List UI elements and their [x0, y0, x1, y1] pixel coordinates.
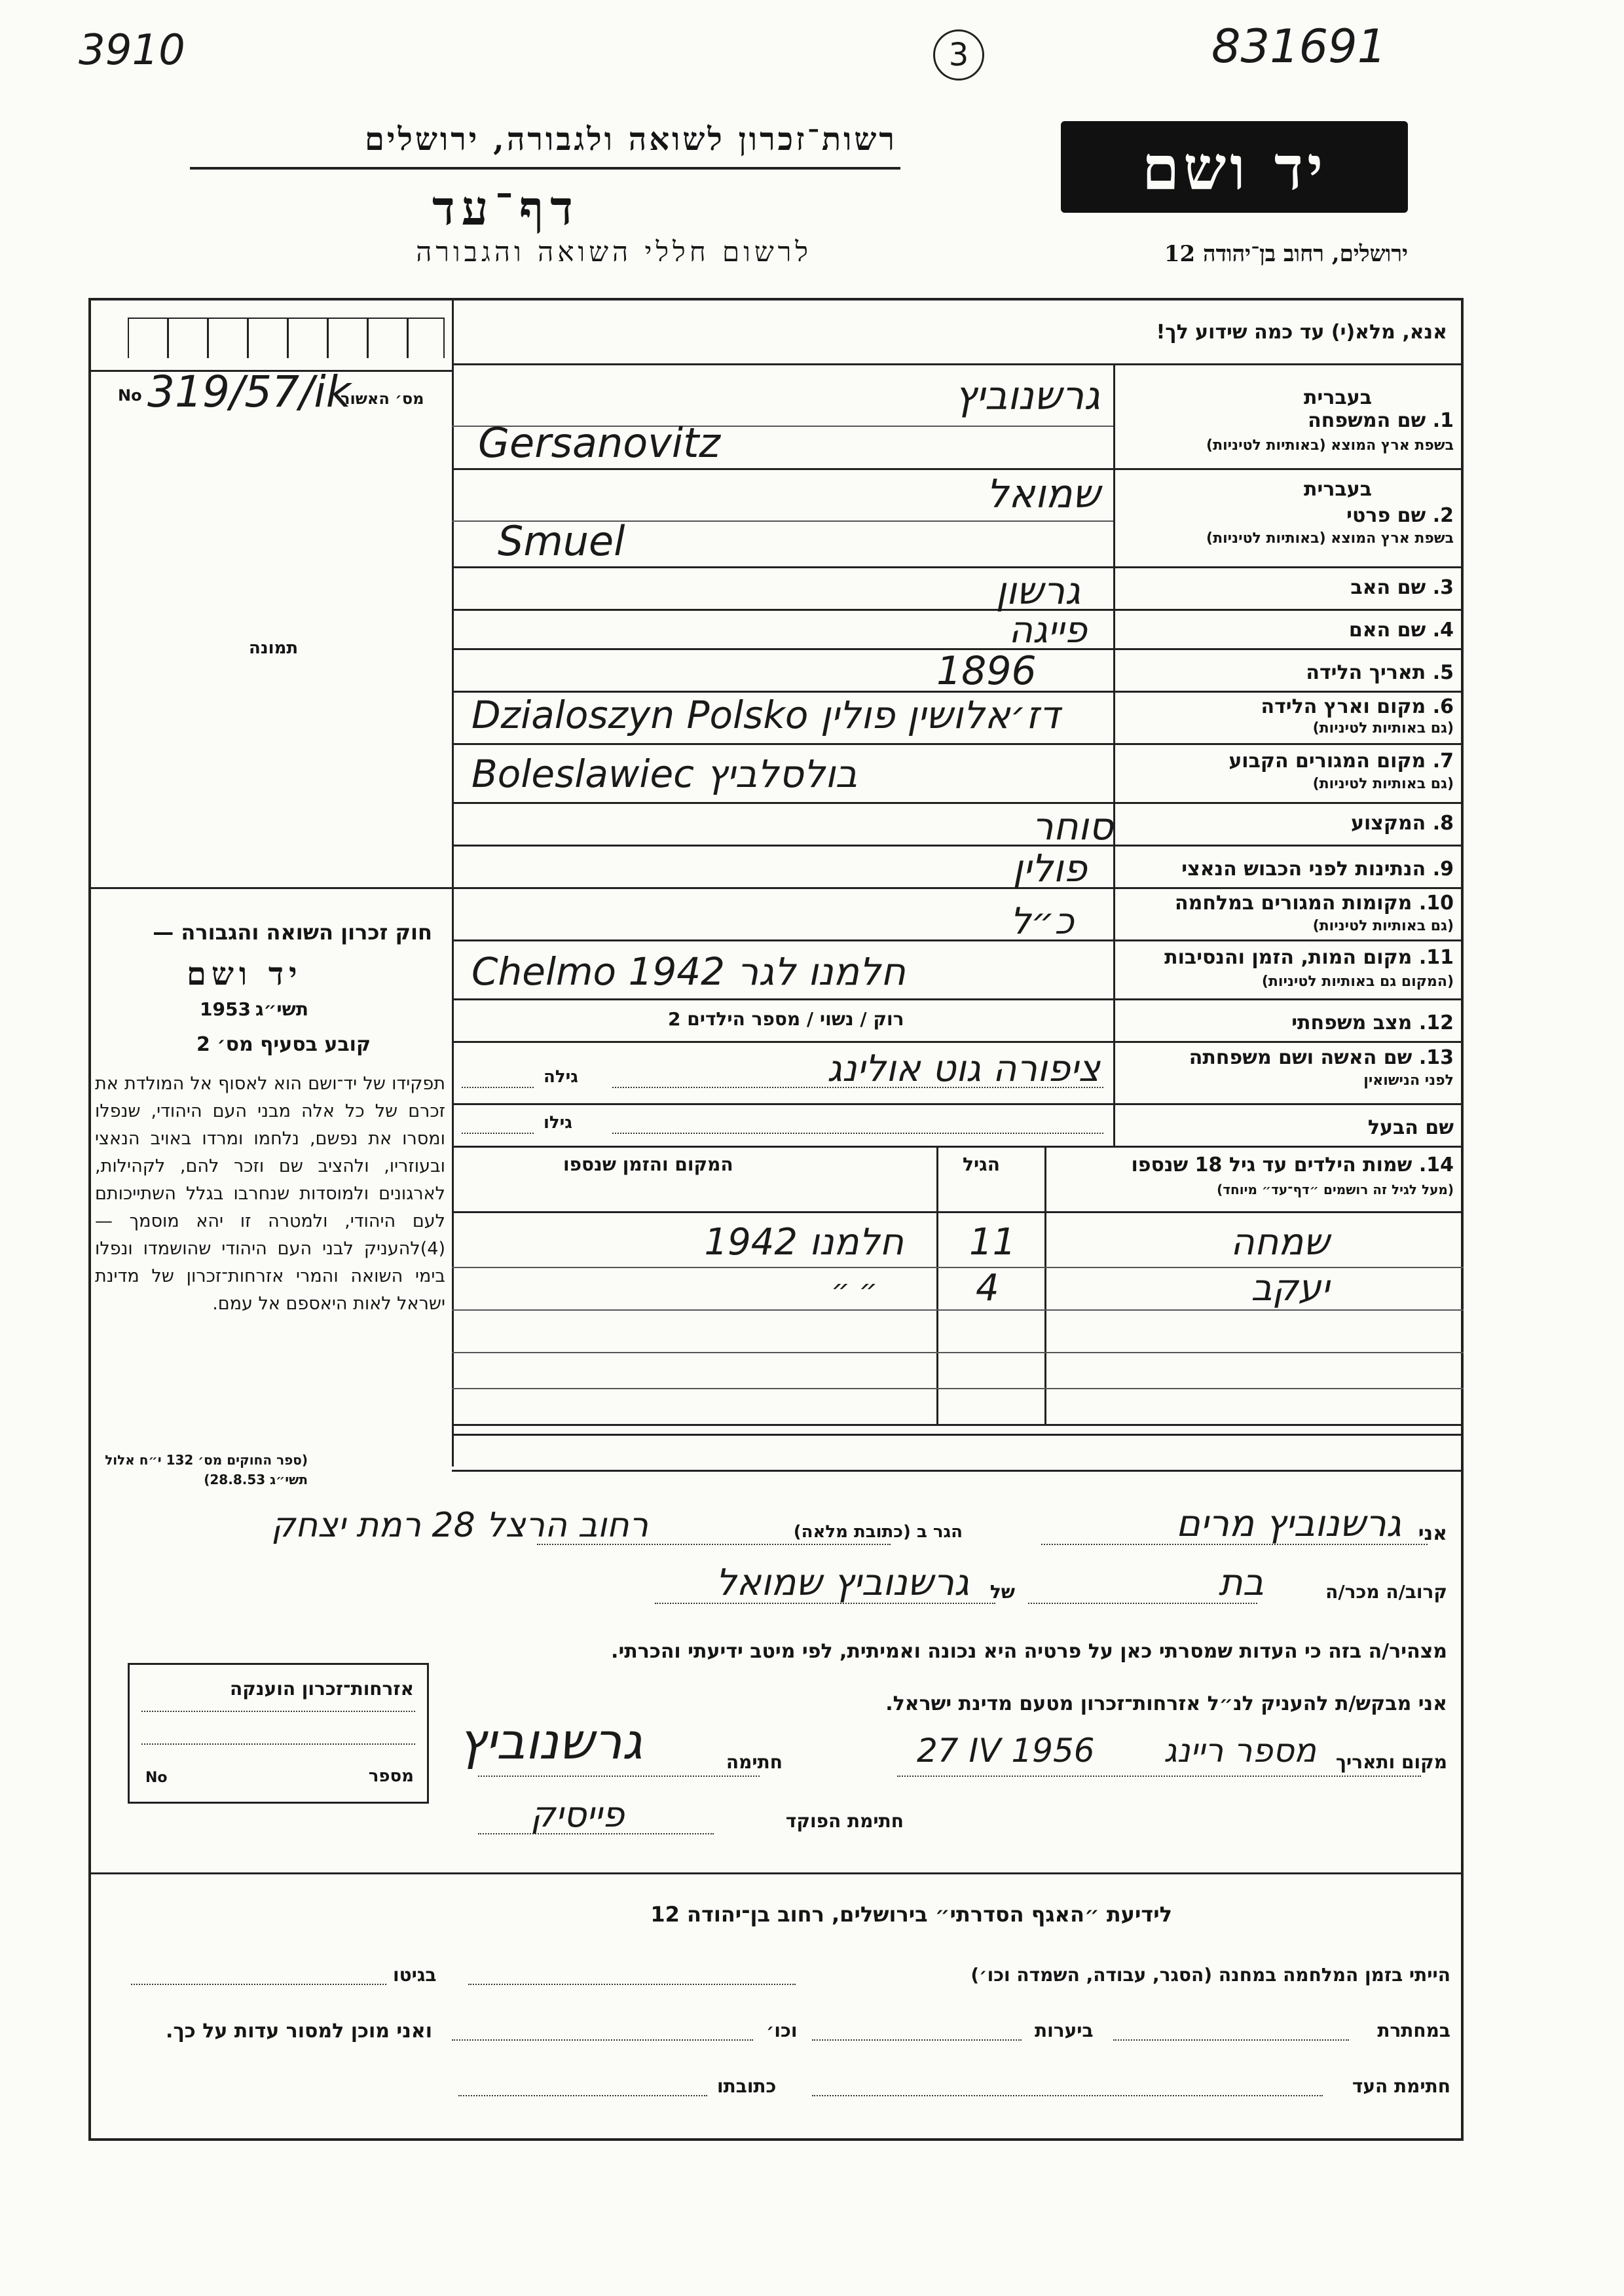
bottom-line2-b: ביערות — [1035, 2020, 1094, 2041]
citizenship-box-line — [141, 1743, 415, 1745]
column-divider-labels — [1113, 363, 1115, 1146]
law-logo: יד ושם — [187, 956, 303, 993]
resident-label: הגר ב (כתובת מלאה) — [793, 1522, 963, 1542]
approval-number: 319/57/ik — [147, 367, 351, 417]
row-rule — [88, 887, 1464, 889]
hebrew-tag: בעברית — [1304, 386, 1372, 409]
field-8-num: 8. — [1432, 812, 1454, 835]
field-11-value: Chelmo 1942 חלמנו לגר — [471, 949, 906, 994]
citizenship-box-title: אזרחות־זכרון הוענקה — [230, 1678, 414, 1700]
field-13-num: 13. — [1418, 1046, 1454, 1069]
children-row-rule — [452, 1352, 1464, 1353]
children-col-place: המקום והזמן שנספו — [563, 1154, 733, 1175]
row-rule — [452, 1103, 1464, 1105]
law-clause: קובע בסעיף מס׳ 2 — [196, 1033, 371, 1056]
hebrew-tag: בעברית — [1304, 478, 1372, 501]
citizenship-box-line — [141, 1711, 415, 1712]
field-11-text: מקום המות, הזמן והנסיבות — [1164, 946, 1412, 969]
of-label: של — [989, 1581, 1015, 1603]
field-1-sub: בשפת ארץ המוצא (באותיות לטיניות) — [1206, 437, 1454, 454]
statement-2: אני מבקש/ת להעניק לנ״ל אזרחות־זכרון מטעם מדינת ישראל. — [885, 1692, 1447, 1715]
bottom-line1-b: בגיטו — [393, 1964, 437, 1986]
children-row-rule — [452, 1388, 1464, 1389]
citizenship-number-mark: No — [145, 1770, 168, 1786]
law-year: 1953 — [200, 998, 251, 1020]
field-12-num: 12. — [1418, 1011, 1454, 1034]
children-col-name-divider — [1044, 1146, 1046, 1424]
column-divider-mid — [452, 1146, 454, 1467]
field-12-value: רוק / נשוי / מספר הילדים 2 — [668, 1008, 904, 1030]
of-whom-value: גרשנוביץ שמואל — [715, 1561, 969, 1604]
field-1-value-latin: Gersanovitz — [478, 419, 720, 467]
header-rule — [190, 167, 900, 170]
officer-line — [478, 1833, 714, 1834]
bottom-line2-fill-b — [812, 2039, 1022, 2041]
field-11-num: 11. — [1418, 946, 1454, 969]
child-1-name: שמחה — [1230, 1221, 1329, 1264]
of-whom-line — [655, 1603, 995, 1604]
field-2-value-he: שמואל — [986, 471, 1100, 517]
children-col-age-divider — [936, 1146, 938, 1424]
header-address: ירושלים, רחוב בן־יהודה 12 — [1164, 241, 1408, 267]
field-4-label — [1349, 619, 1454, 642]
note-bottom-rule — [452, 1470, 1464, 1472]
field-3-label — [1350, 576, 1454, 599]
field-6-text: מקום וארץ הלידה — [1261, 695, 1426, 718]
officer-signature: פייסיק — [530, 1794, 625, 1835]
row-rule — [452, 998, 1464, 1000]
children-row-rule — [452, 1309, 1464, 1311]
wife-age-label: גילה — [544, 1067, 578, 1087]
field-10-num: 10. — [1418, 892, 1454, 915]
child-2-age: 4 — [976, 1267, 999, 1309]
child-1-place: חלמנו 1942 — [704, 1221, 904, 1264]
children-sub: (מעל לגיל זה רושמים ״דף־עד״ מיוחד) — [1217, 1182, 1454, 1197]
instruction-rule — [452, 363, 1464, 365]
children-bottom-rule — [452, 1424, 1464, 1426]
form-title: דף־עד — [432, 180, 580, 236]
bottom-section-rule — [88, 1872, 1464, 1874]
law-title: חוק זכרון השואה והגבורה — — [153, 920, 432, 945]
statement-1: מצהיר/ה בזה כי העדות שמסרתי כאן על פרטיה היא נכונה ואמיתית, לפי מיטב ידיעתי והכרתי. — [611, 1640, 1447, 1663]
field-5-label — [1306, 661, 1454, 684]
field-3-num: 3. — [1432, 576, 1454, 599]
approval-no-mark: No — [118, 386, 142, 405]
field-9-label — [1181, 858, 1454, 881]
field-1-num: 1. — [1432, 409, 1454, 432]
bottom-line2-d: ואני מוכן למסור עדות על כך. — [166, 2020, 432, 2043]
bottom-line1-a: הייתי בזמן המלחמה במחנה (הסגר, עבודה, השמדה וכו׳) — [970, 1964, 1450, 1986]
bottom-line3-fill-a — [812, 2095, 1323, 2096]
archive-number-handwritten: 3910 — [79, 26, 185, 75]
bottom-line2-c: וכו׳ — [766, 2020, 798, 2041]
declarant-signature: גרשנוביץ — [458, 1712, 643, 1770]
husband-age-label: גילו — [544, 1113, 572, 1133]
field-1-label — [1308, 409, 1454, 432]
field-6-value: Dzialoszyn Polsko דז׳אלושין פולין — [471, 693, 1060, 737]
field-6-label — [1261, 695, 1454, 718]
children-header-rule — [452, 1211, 1464, 1213]
field-12-label — [1291, 1011, 1454, 1034]
field-13-sub: לפני הנישואין — [1363, 1072, 1454, 1089]
law-body: תפקידו של יד־ושם הוא לאסוף אל המולדת את זכרם של כל אלה מבני העם היהודי, שנפלו ומסרו את נפשם, נלחמו ומרדו באויב הנאצי ובעוזריו, ולהציב שם וזכר להם, לקהילות, לארגונים ולמוסדות שנחרבו בגלל השתייכותם לעם היהודי, ולמטרה זו יהא מוסמך — (4)להעניק לבני העם היהודי שהושמדו ונפלו בימי השואה והמרי אזרחות־זכרון של מדינת ישראל לאות היאספם אל עמם. — [95, 1074, 445, 1314]
row-rule — [452, 939, 1464, 941]
husband-age-line — [462, 1133, 534, 1134]
citizenship-box — [128, 1663, 429, 1804]
row-rule — [452, 845, 1464, 847]
date-value: 27 IV 1956 — [917, 1732, 1095, 1770]
bottom-line3-b: כתובתו — [717, 2075, 777, 2097]
field-2-label — [1346, 504, 1454, 527]
husband-name-line — [612, 1133, 1103, 1134]
field-8-value: סוחר — [1031, 804, 1113, 848]
place-date-label: מקום ותאריך — [1335, 1751, 1447, 1773]
field-7-value: Boleslawiec בולסלביץ — [471, 752, 858, 796]
bottom-line1-fill — [468, 1984, 796, 1985]
bottom-line2-fill-a — [1113, 2039, 1349, 2041]
field-1-text: שם המשפחה — [1308, 409, 1426, 432]
bottom-line2-fill-c — [452, 2039, 753, 2041]
place-value: מספר ריינג — [1164, 1732, 1316, 1770]
law-gazette: (ספר החוקים מס׳ 132 י״ח אלול תשי״ג 28.8.53) — [105, 1452, 308, 1487]
bottom-line2-a: במחתרת — [1377, 2020, 1450, 2041]
place-date-line — [897, 1776, 1421, 1777]
child-2-place: ״ ״ — [831, 1273, 877, 1307]
bottom-line3-a: חתימת העד — [1352, 2075, 1450, 2097]
field-5-value: 1896 — [936, 648, 1037, 694]
row-rule — [452, 802, 1464, 804]
field-7-sub: (גם באותיות לטיניות) — [1312, 776, 1454, 792]
officer-label: חתימת הפוקד — [785, 1810, 904, 1832]
children-col-age: הגיל — [963, 1154, 1000, 1175]
logo-text: יד ושם — [1141, 133, 1327, 204]
field-4-text: שם האם — [1348, 619, 1426, 642]
field-11-label — [1164, 946, 1454, 969]
field-2-num: 2. — [1432, 504, 1454, 527]
row-rule — [452, 1146, 1464, 1148]
bottom-line1-end — [131, 1984, 386, 1985]
field-2-value-latin: Smuel — [498, 517, 625, 565]
relative-label: קרוב/ה מכר/ה — [1325, 1581, 1447, 1603]
record-number-handwritten: 831691 — [1211, 20, 1387, 73]
wife-age-line — [462, 1087, 534, 1088]
field-3-value: גרשון — [995, 568, 1080, 613]
field-12-text: מצב משפחתי — [1291, 1011, 1412, 1034]
address-line — [537, 1544, 891, 1545]
field-3-text: שם האב — [1350, 576, 1426, 599]
husband-label: שם הבעל — [1367, 1116, 1454, 1139]
row-rule — [452, 468, 1464, 470]
note-top-rule — [452, 1434, 1464, 1436]
field-4-value: פייגה — [1008, 609, 1087, 651]
field-11-sub: (המקום גם באותיות לטיניות) — [1261, 974, 1454, 990]
field-13-value: ציפורה גוט אולינג — [827, 1048, 1100, 1090]
field-9-value: פולין — [1012, 846, 1087, 890]
field-2-sub: בשפת ארץ המוצא (באותיות לטיניות) — [1206, 530, 1454, 547]
field-2-text: שם פרטי — [1346, 504, 1426, 527]
field-7-label — [1228, 750, 1454, 773]
row-rule — [452, 1041, 1464, 1043]
wife-name-line — [612, 1087, 1103, 1088]
yad-vashem-logo — [1061, 121, 1408, 213]
field-8-label — [1351, 812, 1454, 835]
declarant-name: גרשנוביץ מרים — [1175, 1503, 1401, 1545]
field-7-text: מקום המגורים הקבוע — [1228, 750, 1426, 773]
photo-label: תמונה — [249, 638, 299, 658]
form-instruction: אנא, מלא(י) עד כמה שידוע לך! — [1156, 321, 1447, 344]
law-year-he: תשי״ג — [255, 998, 308, 1020]
declarant-line — [1041, 1544, 1428, 1545]
field-8-text: המקצוע — [1350, 812, 1426, 835]
field-4-num: 4. — [1432, 619, 1454, 642]
bottom-notice: לידיעת ״האגף הסדרתי״ בירושלים, רחוב בן־יהודה 12 — [650, 1902, 1172, 1927]
field-1-value-he: גרשנוביץ — [955, 373, 1100, 419]
citizenship-number-label: מספר — [368, 1766, 414, 1786]
field-6-sub: (גם באותיות לטיניות) — [1312, 720, 1454, 737]
field-13-text: שם האשה ושם משפחתה — [1189, 1046, 1412, 1069]
field-9-text: הנתינות לפני הכבוש הנאצי — [1181, 858, 1426, 881]
relation-line — [1028, 1603, 1257, 1604]
children-num: 14. — [1418, 1154, 1454, 1176]
row-rule — [452, 566, 1464, 568]
bottom-line3-fill-b — [458, 2095, 707, 2096]
children-title — [1131, 1154, 1454, 1176]
signature-line — [478, 1776, 760, 1777]
relation-value: בת — [1218, 1561, 1264, 1604]
form-subtitle: לרשום חללי השואה והגבורה — [416, 236, 812, 268]
declarant-address: רחוב הרצל 28 רמת יצחק — [271, 1506, 648, 1545]
row-rule — [452, 743, 1464, 745]
declaration-i: אני — [1418, 1522, 1447, 1545]
signature-label: חתימה — [726, 1751, 783, 1773]
field-10-sub: (גם באותיות לטיניות) — [1312, 918, 1454, 934]
field-7-num: 7. — [1432, 750, 1454, 773]
child-2-name: יעקב — [1251, 1267, 1329, 1309]
field-10-text: מקומות המגורים במלחמה — [1175, 892, 1412, 915]
row-rule — [452, 609, 1464, 611]
field-13-label — [1189, 1046, 1454, 1069]
field-5-text: תאריך הלידה — [1306, 661, 1426, 684]
circled-page-number — [933, 29, 984, 81]
field-6-num: 6. — [1432, 695, 1454, 718]
child-1-age: 11 — [969, 1221, 1016, 1264]
approval-tick-boxes — [128, 318, 445, 358]
field-5-num: 5. — [1432, 661, 1454, 684]
children-title-text: שמות הילדים עד גיל 18 שנספו — [1131, 1154, 1412, 1176]
approval-label: מס׳ האשור — [341, 390, 424, 408]
authority-line: רשות־זכרון לשואה ולגבורה, ירושלים — [364, 121, 897, 158]
circled-number-text: 3 — [948, 37, 969, 73]
field-10-label — [1175, 892, 1454, 915]
field-9-num: 9. — [1432, 858, 1454, 881]
field-10-value: כ״ל — [1010, 900, 1074, 943]
